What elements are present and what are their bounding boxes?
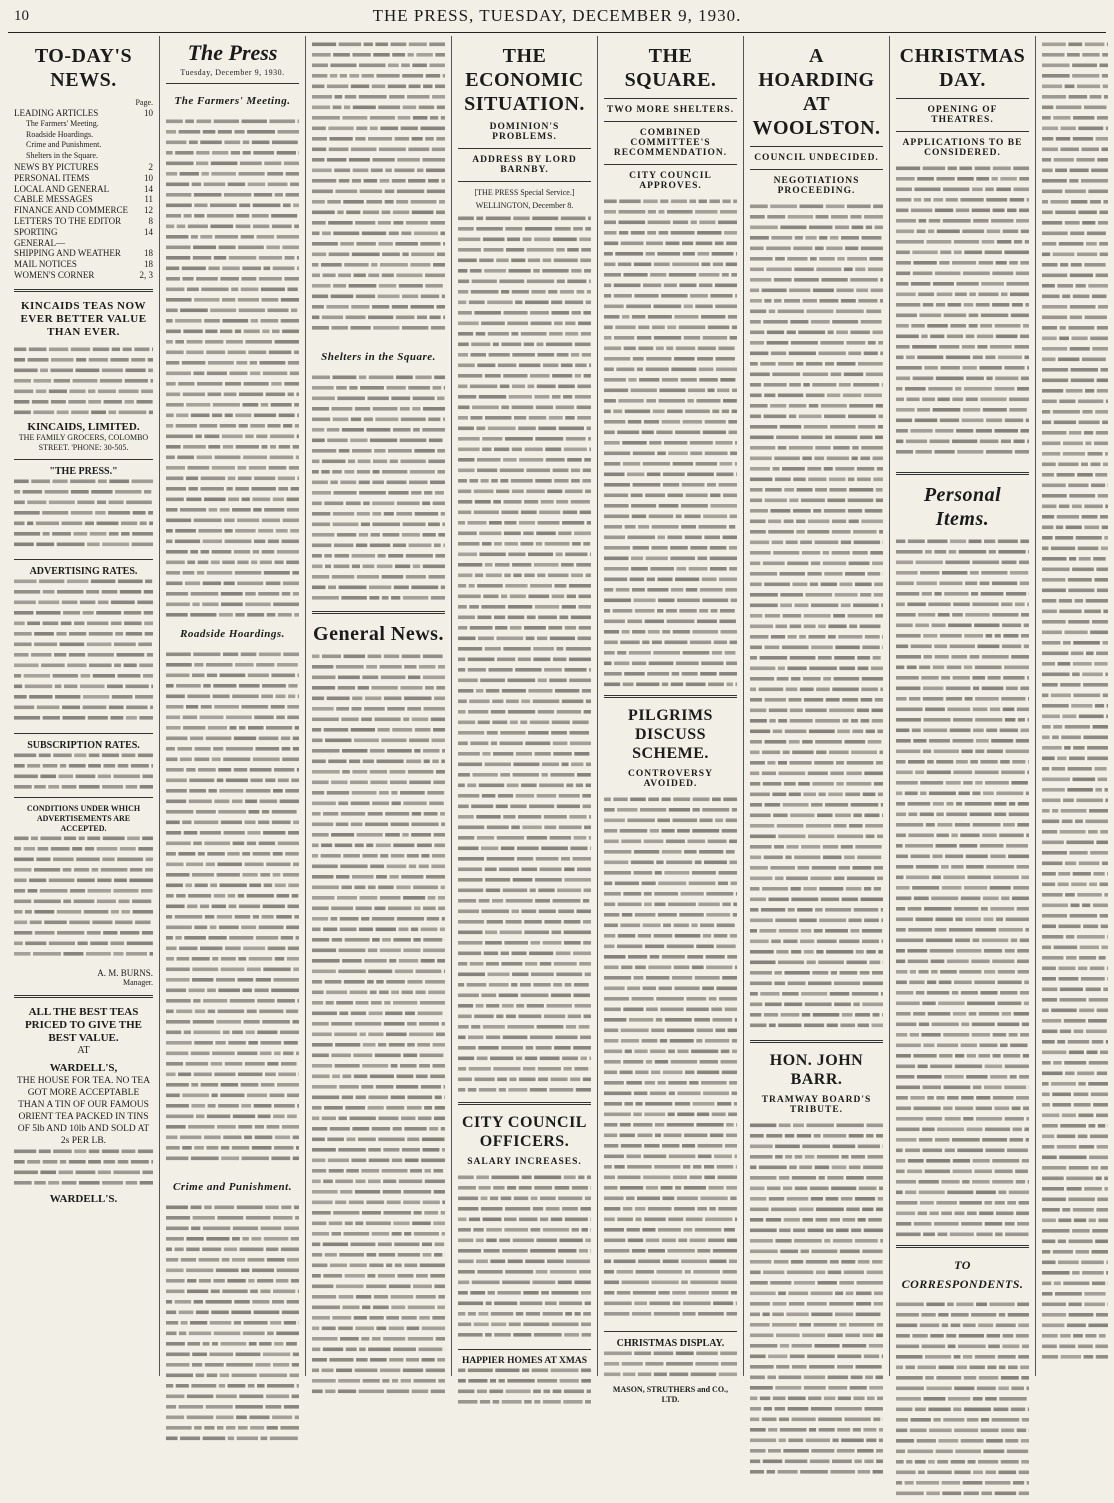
index-row: [14, 108, 153, 119]
leader-4-text: [312, 373, 445, 603]
index-row: [14, 248, 153, 259]
economic-heading: THE ECONOMIC SITUATION.: [458, 44, 591, 116]
index-row: [14, 151, 153, 162]
text-texture: [896, 164, 1029, 464]
press-notice-title: "THE PRESS.": [14, 466, 153, 477]
text-texture: [14, 577, 153, 727]
square-text: [604, 197, 737, 687]
general-news-heading: General News.: [312, 622, 445, 646]
christmas-display-text: [604, 1349, 737, 1385]
theatres-sub-1: OPENING OF THEATRES.: [896, 105, 1029, 125]
text-texture: [312, 652, 445, 1402]
press-notice-text: [14, 477, 153, 553]
pilgrims-sub: CONTROVERSY AVOIDED.: [604, 769, 737, 789]
correspondents-heading: TO CORRESPONDENTS.: [896, 1256, 1029, 1294]
pilgrims-text: [604, 795, 737, 1325]
index-label: The Farmers' Meeting.: [26, 119, 99, 130]
wardell-footer: WARDELL'S.: [14, 1193, 153, 1206]
text-texture: [1042, 40, 1108, 1360]
wardell-headline: ALL THE BEST TEAS PRICED TO GIVE THE BEST VALUE.: [14, 1006, 153, 1045]
text-texture: [312, 40, 445, 340]
officers-text: [458, 1173, 591, 1343]
christmas-display-footer: MASON, STRUTHERS and CO., LTD.: [604, 1385, 737, 1405]
index-label: MAIL NOTICES: [14, 259, 77, 270]
index-page: 2: [149, 162, 154, 173]
wardell-extra-text: [14, 1147, 153, 1187]
index-page: 14: [144, 227, 153, 238]
index-row: [14, 194, 153, 205]
leader-1-heading: The Farmers' Meeting.: [166, 92, 299, 111]
text-texture: [14, 751, 153, 791]
index-label: WOMEN'S CORNER: [14, 270, 94, 281]
square-sub-1: TWO MORE SHELTERS.: [604, 105, 737, 115]
index-row: [14, 173, 153, 184]
manager-name: A. M. BURNS.: [14, 968, 153, 978]
text-texture: [458, 1173, 591, 1343]
text-texture: [14, 477, 153, 553]
woolston-sub-2: NEGOTIATIONS PROCEEDING.: [750, 176, 883, 196]
index-label: PERSONAL ITEMS: [14, 173, 89, 184]
index-page: 11: [144, 194, 153, 205]
economic-text: [458, 214, 591, 1094]
pilgrims-heading: PILGRIMS DISCUSS SCHEME.: [604, 706, 737, 763]
index-label: SHIPPING AND WEATHER: [14, 248, 121, 259]
personal-items-text: [896, 537, 1029, 1237]
index-row: [14, 140, 153, 151]
leader-3-text: [166, 1203, 299, 1443]
text-texture: [604, 1349, 737, 1385]
index-label: FINANCE AND COMMERCE: [14, 205, 128, 216]
column-8-text: [1042, 40, 1108, 1360]
barr-heading: HON. JOHN BARR.: [750, 1051, 883, 1089]
index-page: 10: [144, 173, 153, 184]
index-row: [14, 162, 153, 173]
conditions-text: [14, 834, 153, 964]
masthead: [8, 4, 1106, 33]
index-row: [14, 184, 153, 195]
wardell-at: AT: [14, 1045, 153, 1056]
column-7: [890, 36, 1036, 1376]
index-label: Roadside Hoardings.: [26, 130, 93, 141]
xmas-ad-text: [458, 1366, 591, 1406]
text-texture: [896, 1300, 1029, 1500]
column-8-edge: [1036, 36, 1114, 1376]
economic-dateline: WELLINGTON, December 8.: [458, 201, 591, 211]
economic-sub-1: DOMINION'S PROBLEMS.: [458, 122, 591, 142]
kincaids-address: THE FAMILY GROCERS, COLOMBO STREET. 'PHONE: 30-505.: [14, 433, 153, 453]
index-page: 10: [144, 108, 153, 119]
conditions-title: CONDITIONS UNDER WHICH ADVERTISEMENTS ARE ACCEPTED.: [14, 804, 153, 834]
barr-sub: TRAMWAY BOARD'S TRIBUTE.: [750, 1095, 883, 1115]
text-texture: [166, 650, 299, 1170]
text-texture: [166, 1203, 299, 1443]
leader-date: Tuesday, December 9, 1930.: [166, 68, 299, 77]
general-news-text: [312, 652, 445, 1402]
index-label: SPORTING: [14, 227, 57, 238]
index-row: [14, 259, 153, 270]
column-1: [8, 36, 160, 1376]
index-page: 18: [144, 259, 153, 270]
christmas-day-heading: CHRISTMAS DAY.: [896, 44, 1029, 92]
wardell-name: WARDELL'S,: [14, 1062, 153, 1075]
text-texture: [166, 117, 299, 617]
index-label: Shelters in the Square.: [26, 151, 98, 162]
index-page: 18: [144, 248, 153, 259]
wardell-text: THE HOUSE FOR TEA. NO TEA GOT MORE ACCEPTABLE THAN A TIN OF OUR FAMOUS ORIENT TEA PACKED IN TINS OF 5lb AND 10lb AND SOLD AT 2s PER LB.: [14, 1075, 153, 1147]
text-texture: [896, 537, 1029, 1237]
index-page: 14: [144, 184, 153, 195]
column-6: [744, 36, 890, 1376]
index-label: NEWS BY PICTURES: [14, 162, 99, 173]
index-label: CABLE MESSAGES: [14, 194, 93, 205]
column-3: [306, 36, 452, 1376]
text-texture: [604, 197, 737, 687]
text-texture: [458, 214, 591, 1094]
index-label: LEADING ARTICLES: [14, 108, 98, 119]
index-label: LETTERS TO THE EDITOR: [14, 216, 121, 227]
woolston-text: [750, 202, 883, 1032]
manager-role: Manager.: [14, 978, 153, 987]
advertising-rates-text: [14, 577, 153, 727]
theatres-text: [896, 164, 1029, 464]
column-2: [160, 36, 306, 1376]
woolston-heading: A HOARDING AT WOOLSTON.: [750, 44, 883, 140]
text-texture: [750, 1121, 883, 1481]
leader-2-text: [166, 650, 299, 1170]
text-texture: [14, 1147, 153, 1187]
text-texture: [14, 834, 153, 964]
index-label: LOCAL AND GENERAL: [14, 184, 109, 195]
christmas-display-title: CHRISTMAS DISPLAY.: [604, 1338, 737, 1349]
officers-sub: SALARY INCREASES.: [458, 1157, 591, 1167]
index-list: [14, 108, 153, 281]
page-label: Page.: [14, 98, 153, 108]
index-row: [14, 270, 153, 281]
square-heading: THE SQUARE.: [604, 44, 737, 92]
kincaids-headline: KINCAIDS TEAS NOW EVER BETTER VALUE THAN EVER.: [14, 300, 153, 339]
index-label: GENERAL—: [14, 238, 65, 249]
index-row: [14, 227, 153, 238]
square-sub-3: CITY COUNCIL APPROVES.: [604, 171, 737, 191]
leader-2-heading: Roadside Hoardings.: [166, 625, 299, 644]
subscription-rates-text: [14, 751, 153, 791]
correspondents-text: [896, 1300, 1029, 1500]
text-texture: [312, 373, 445, 603]
index-page: 2, 3: [140, 270, 154, 281]
column-5: [598, 36, 744, 1376]
text-texture: [604, 795, 737, 1325]
index-label: Crime and Punishment.: [26, 140, 101, 151]
kincaids-text: [14, 345, 153, 415]
theatres-sub-2: APPLICATIONS TO BE CONSIDERED.: [896, 138, 1029, 158]
leader-4-heading: Shelters in the Square.: [312, 348, 445, 367]
text-texture: [458, 1366, 591, 1406]
press-logo: The Press: [166, 40, 299, 66]
index-page: 12: [144, 205, 153, 216]
leader-1-continued: [312, 40, 445, 340]
index-page: 8: [149, 216, 154, 227]
woolston-sub-1: COUNCIL UNDECIDED.: [750, 153, 883, 163]
barr-text: [750, 1121, 883, 1481]
officers-heading: CITY COUNCIL OFFICERS.: [458, 1113, 591, 1151]
economic-credit: [THE PRESS Special Service.]: [458, 188, 591, 198]
index-row: [14, 119, 153, 130]
index-row: [14, 216, 153, 227]
index-title: TO-DAY'S NEWS.: [14, 44, 153, 92]
square-sub-2: COMBINED COMMITTEE'S RECOMMENDATION.: [604, 128, 737, 158]
index-row: [14, 205, 153, 216]
masthead-title: THE PRESS, TUESDAY, DECEMBER 9, 1930.: [8, 6, 1106, 26]
personal-items-heading: Personal Items.: [896, 483, 1029, 531]
xmas-ad-title: HAPPIER HOMES AT XMAS: [458, 1356, 591, 1366]
index-row: [14, 238, 153, 249]
subscription-rates-title: SUBSCRIPTION RATES.: [14, 740, 153, 751]
leader-3-heading: Crime and Punishment.: [166, 1178, 299, 1197]
advertising-rates-title: ADVERTISING RATES.: [14, 566, 153, 577]
column-4: [452, 36, 598, 1376]
leader-1-text: [166, 117, 299, 617]
economic-sub-2: ADDRESS BY LORD BARNBY.: [458, 155, 591, 175]
index-row: [14, 130, 153, 141]
text-texture: [14, 345, 153, 415]
text-texture: [750, 202, 883, 1032]
kincaids-name: KINCAIDS, LIMITED.: [14, 421, 153, 433]
page-number: 10: [14, 8, 29, 25]
